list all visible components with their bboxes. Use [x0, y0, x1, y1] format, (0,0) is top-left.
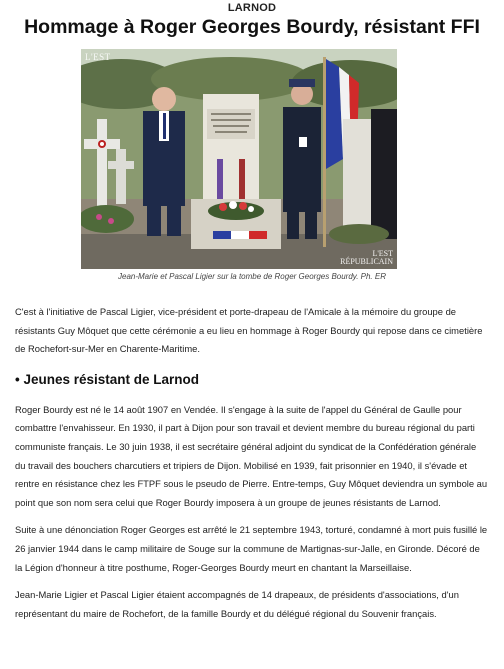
article-page	[0, 2, 504, 669]
photo-illustration	[81, 49, 397, 269]
photo-caption: Jean-Marie et Pascal Ligier sur la tombe de Roger Georges Bourdy. Ph. ER	[118, 272, 386, 281]
article-title: Hommage à Roger Georges Bourdy, résistant FFI	[24, 16, 480, 38]
body-paragraph-2: Suite à une dénonciation Roger Georges est arrêté le 21 septembre 1943, torturé, condamné à mort puis fusillé le 26 janvier 1944 dans le camp militaire de Souge sur la commune de Martignas-sur-Jalle, en Gironde. Décoré de la Légion d'honneur à titre posthume, Roger-Georges Bourdy meurt en chantant la Marseillaise.	[15, 524, 488, 573]
section-heading: • Jeunes résistant de Larnod	[15, 371, 200, 387]
body-paragraph-1: Roger Bourdy est né le 14 août 1907 en Vendée. Il s'engage à la suite de l'appel du Général de Gaulle pour combattre l'envahisseur. En 1930, il part à Dijon pour son travail et devient membre du bureau régional du parti communiste français. Le 30 juin 1938, il est secrétaire général adjoint du syndicat de la Confédération générale du travail des bouchers charcutiers et tripiers de Dijon. Mobilisé en 1939, fait prisonnier en 1940, il s'évade et rentre en résistance chez les FTPF sous le pseudo de Pierre. Entre-temps, Guy Môquet deviendra un symbole au point que son nom sera celui que Roger Bourdy imposera à un groupe de jeunes résistants de Larnod.	[15, 403, 488, 508]
photo-logo-bottom-line1: L'EST	[372, 249, 393, 258]
photo-logo-bottom	[340, 250, 393, 266]
photo-logo-top: L'EST	[85, 52, 111, 62]
article-photo	[81, 49, 397, 269]
body-paragraph-3: Jean-Marie Ligier et Pascal Ligier étaient accompagnés de 14 drapeaux, de présidents d'associations, d'un représentant du maire de Rochefort, de la famille Bourdy et du délégué régional du Souvenir français.	[15, 589, 459, 619]
intro-paragraph: C'est à l'initiative de Pascal Ligier, vice-président et porte-drapeau de l'Amicale à la mémoire du groupe de résistants Guy Môquet que cette cérémonie a eu lieu en hommage à Roger Bourdy qui repose dans ce cimetière de Rochefort-sur-Mer en Charente-Maritime.	[15, 306, 483, 355]
photo-logo-bottom-line2: RÉPUBLICAIN	[340, 257, 393, 266]
article-kicker: LARNOD	[227, 2, 277, 14]
